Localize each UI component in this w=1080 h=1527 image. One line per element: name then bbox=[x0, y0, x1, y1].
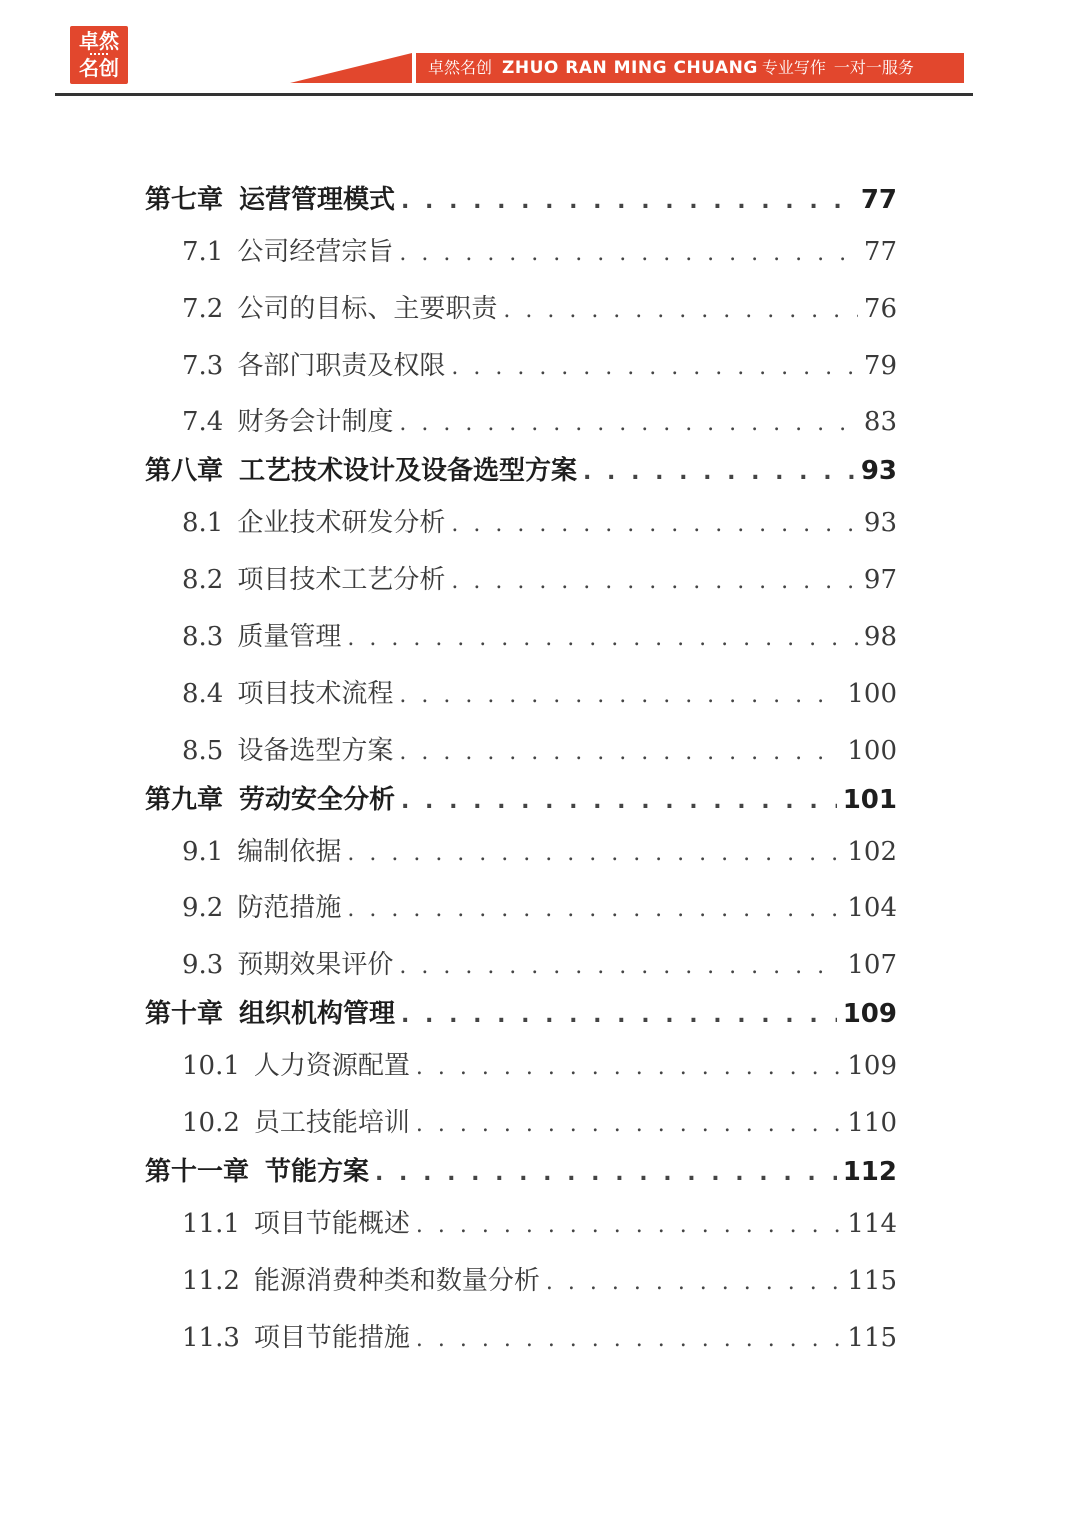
toc-entry-title: 能源消费种类和数量分析 bbox=[253, 1266, 540, 1296]
toc-entry-number: 9.2 bbox=[182, 893, 224, 923]
toc-dot-leader bbox=[401, 996, 837, 1036]
toc-section-entry[interactable] bbox=[182, 674, 897, 714]
toc-dot-leader bbox=[399, 404, 858, 444]
toc-dot-leader bbox=[399, 733, 841, 773]
toc-entry-number: 7.2 bbox=[182, 294, 224, 324]
toc-section-entry[interactable] bbox=[182, 1046, 897, 1086]
toc-page-number: 93 bbox=[863, 508, 897, 538]
toc-entry-number: 8.3 bbox=[182, 622, 224, 652]
toc-entry-title: 防范措施 bbox=[237, 893, 342, 923]
toc-chapter-entry[interactable] bbox=[145, 180, 897, 220]
toc-entry-title: 项目节能概述 bbox=[253, 1209, 410, 1239]
toc-page-number: 109 bbox=[842, 999, 897, 1029]
toc-chapter-entry[interactable] bbox=[145, 780, 897, 820]
toc-entry-number: 7.1 bbox=[182, 237, 224, 267]
toc-entry-title: 项目节能措施 bbox=[253, 1323, 410, 1353]
toc-entry-number: 11.1 bbox=[182, 1209, 240, 1239]
toc-dot-leader bbox=[583, 453, 855, 493]
banner-wedge bbox=[290, 53, 412, 83]
toc-entry-number: 第九章 bbox=[145, 785, 224, 815]
toc-entry-number: 11.2 bbox=[182, 1266, 240, 1296]
logo-text-top: 卓然 bbox=[79, 29, 119, 53]
toc-entry-title: 项目技术流程 bbox=[237, 679, 394, 709]
toc-dot-leader bbox=[399, 676, 841, 716]
toc-page-number: 77 bbox=[863, 237, 897, 267]
toc-chapter-entry[interactable] bbox=[145, 451, 897, 491]
toc-entry-number: 10.2 bbox=[182, 1108, 240, 1138]
toc-page-number: 109 bbox=[847, 1051, 897, 1081]
toc-dot-leader bbox=[546, 1263, 841, 1303]
toc-chapter-entry[interactable] bbox=[145, 994, 897, 1034]
toc-section-entry[interactable] bbox=[182, 346, 897, 386]
toc-dot-leader bbox=[416, 1206, 841, 1246]
toc-entry-number: 10.1 bbox=[182, 1051, 240, 1081]
brand-banner bbox=[416, 53, 964, 83]
toc-dot-leader bbox=[416, 1105, 841, 1145]
toc-dot-leader bbox=[503, 291, 858, 331]
tagline-one-on-one: 一对一服务 bbox=[833, 58, 914, 77]
toc-entry-number: 第八章 bbox=[145, 456, 224, 486]
toc-entry-title: 运营管理模式 bbox=[239, 185, 396, 215]
toc-dot-leader bbox=[347, 619, 858, 659]
toc-page-number: 100 bbox=[847, 679, 897, 709]
toc-entry-title: 企业技术研发分析 bbox=[237, 508, 446, 538]
toc-section-entry[interactable] bbox=[182, 1204, 897, 1244]
toc-section-entry[interactable] bbox=[182, 402, 897, 442]
toc-page-number: 93 bbox=[860, 456, 897, 486]
toc-page-number: 100 bbox=[847, 736, 897, 766]
toc-entry-number: 8.2 bbox=[182, 565, 224, 595]
toc-entry-title: 劳动安全分析 bbox=[239, 785, 396, 815]
brand-name-en: ZHUO RAN MING CHUANG bbox=[502, 58, 758, 78]
toc-entry-title: 各部门职责及权限 bbox=[237, 351, 446, 381]
toc-dot-leader bbox=[375, 1154, 837, 1194]
toc-dot-leader bbox=[347, 834, 841, 874]
toc-section-entry[interactable] bbox=[182, 731, 897, 771]
toc-page-number: 115 bbox=[847, 1266, 897, 1296]
toc-entry-title: 节能方案 bbox=[265, 1157, 370, 1187]
toc-entry-number: 第十章 bbox=[145, 999, 224, 1029]
toc-entry-number: 8.4 bbox=[182, 679, 224, 709]
toc-entry-number: 11.3 bbox=[182, 1323, 240, 1353]
toc-page-number: 112 bbox=[842, 1157, 897, 1187]
toc-dot-leader bbox=[416, 1320, 841, 1360]
toc-section-entry[interactable] bbox=[182, 888, 897, 928]
toc-entry-title: 编制依据 bbox=[237, 837, 342, 867]
toc-page-number: 76 bbox=[863, 294, 897, 324]
toc-page-number: 83 bbox=[863, 407, 897, 437]
toc-entry-title: 财务会计制度 bbox=[237, 407, 394, 437]
toc-chapter-entry[interactable] bbox=[145, 1152, 897, 1192]
toc-page-number: 98 bbox=[863, 622, 897, 652]
toc-entry-title: 项目技术工艺分析 bbox=[237, 565, 446, 595]
brand-name-cn: 卓然名创 bbox=[428, 58, 493, 77]
toc-entry-title: 质量管理 bbox=[237, 622, 342, 652]
toc-section-entry[interactable] bbox=[182, 232, 897, 272]
toc-page-number: 104 bbox=[847, 893, 897, 923]
toc-section-entry[interactable] bbox=[182, 560, 897, 600]
toc-section-entry[interactable] bbox=[182, 1318, 897, 1358]
toc-entry-number: 9.3 bbox=[182, 950, 224, 980]
logo-text-bottom: 名创 bbox=[79, 56, 119, 80]
toc-entry-title: 公司的目标、主要职责 bbox=[237, 294, 498, 324]
toc-dot-leader bbox=[416, 1048, 841, 1088]
toc-entry-number: 第十一章 bbox=[145, 1157, 250, 1187]
toc-entry-title: 预期效果评价 bbox=[237, 950, 394, 980]
toc-page-number: 77 bbox=[860, 185, 897, 215]
toc-dot-leader bbox=[451, 562, 858, 602]
toc-entry-title: 人力资源配置 bbox=[253, 1051, 410, 1081]
toc-section-entry[interactable] bbox=[182, 1103, 897, 1143]
page-header bbox=[0, 0, 1080, 100]
toc-page-number: 115 bbox=[847, 1323, 897, 1353]
toc-entry-number: 7.4 bbox=[182, 407, 224, 437]
toc-page-number: 102 bbox=[847, 837, 897, 867]
toc-page-number: 79 bbox=[863, 351, 897, 381]
toc-dot-leader bbox=[399, 234, 858, 274]
toc-page-number: 114 bbox=[847, 1209, 897, 1239]
header-rule bbox=[55, 93, 973, 96]
toc-entry-number: 第七章 bbox=[145, 185, 224, 215]
toc-section-entry[interactable] bbox=[182, 945, 897, 985]
toc-page-number: 97 bbox=[863, 565, 897, 595]
toc-entry-title: 工艺技术设计及设备选型方案 bbox=[239, 456, 578, 486]
toc-section-entry[interactable] bbox=[182, 289, 897, 329]
toc-dot-leader bbox=[401, 782, 837, 822]
toc-page-number: 110 bbox=[847, 1108, 897, 1138]
toc-dot-leader bbox=[451, 348, 858, 388]
toc-section-entry[interactable] bbox=[182, 617, 897, 657]
toc-entry-title: 组织机构管理 bbox=[239, 999, 396, 1029]
toc-entry-number: 8.5 bbox=[182, 736, 224, 766]
toc-section-entry[interactable] bbox=[182, 1261, 897, 1301]
toc-dot-leader bbox=[347, 890, 841, 930]
toc-section-entry[interactable] bbox=[182, 832, 897, 872]
toc-dot-leader bbox=[399, 947, 841, 987]
toc-page-number: 101 bbox=[842, 785, 897, 815]
tagline-professional-writing: 专业写作 bbox=[761, 58, 826, 77]
toc-entry-number: 7.3 bbox=[182, 351, 224, 381]
toc-entry-title: 设备选型方案 bbox=[237, 736, 394, 766]
toc-section-entry[interactable] bbox=[182, 503, 897, 543]
toc-page-number: 107 bbox=[847, 950, 897, 980]
toc-entry-title: 员工技能培训 bbox=[253, 1108, 410, 1138]
toc-entry-number: 9.1 bbox=[182, 837, 224, 867]
toc-entry-number: 8.1 bbox=[182, 508, 224, 538]
brand-logo bbox=[70, 26, 128, 84]
toc-dot-leader bbox=[451, 505, 858, 545]
toc-dot-leader bbox=[401, 182, 855, 222]
toc-entry-title: 公司经营宗旨 bbox=[237, 237, 394, 267]
